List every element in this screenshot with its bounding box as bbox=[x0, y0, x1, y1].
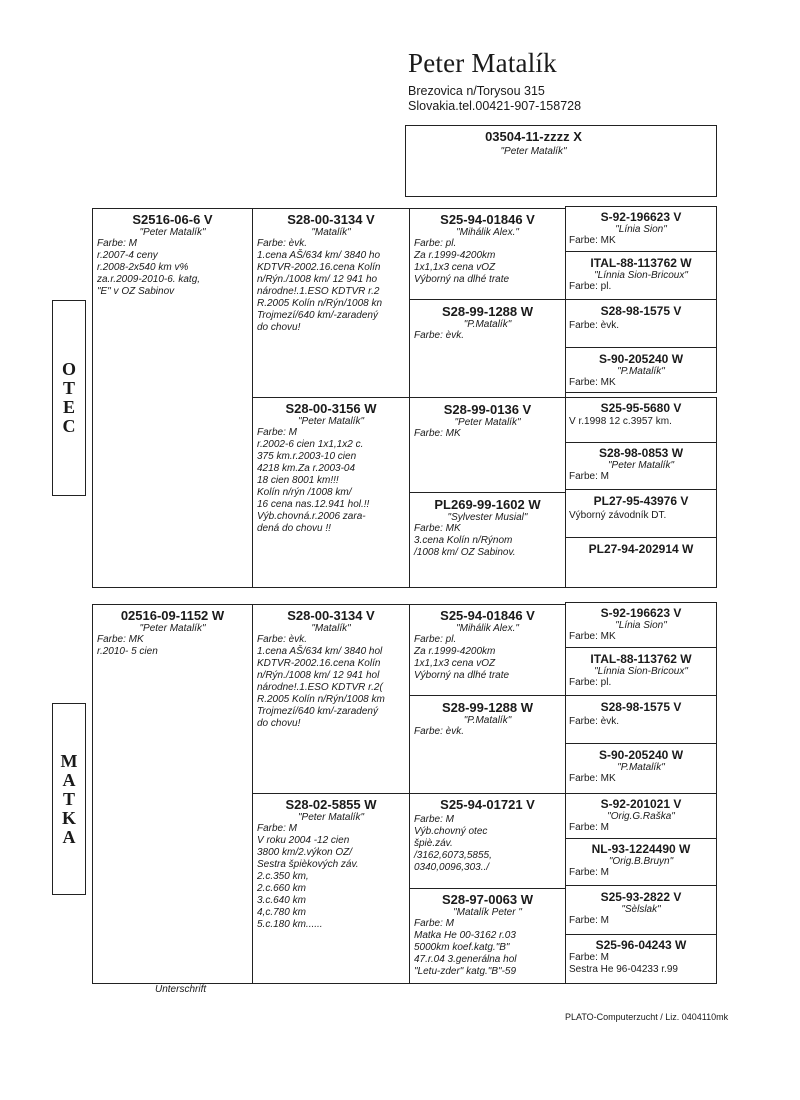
matka-label bbox=[52, 703, 86, 895]
color: Farbe: M bbox=[569, 952, 610, 963]
mother-dam-dam-card bbox=[409, 888, 566, 984]
ring: S25-93-2822 V bbox=[600, 890, 682, 904]
note-line: 1.cena AŠ/634 km/ 3840 hol bbox=[257, 646, 383, 657]
mother-dam-owner: "Peter Matalík" bbox=[297, 812, 364, 823]
note-line: "E" v OZ Sabinov bbox=[97, 286, 175, 297]
note-line: R.2005 Kolín n/Rýn/1008 km bbox=[257, 694, 385, 705]
note-line: Trojmezí/640 km/-zaradený bbox=[257, 310, 378, 321]
note-line: Farbe: pl. bbox=[414, 238, 457, 249]
breeder-name: Peter Matalík bbox=[408, 48, 557, 78]
ring: S28-99-1288 W bbox=[441, 700, 534, 715]
color: Farbe: pl. bbox=[569, 677, 612, 688]
note-line: 0340,0096,303../ bbox=[414, 862, 490, 873]
ring: S25-96-04243 W bbox=[595, 938, 687, 952]
g4-card bbox=[565, 695, 717, 744]
note-line: Farbe: MK bbox=[414, 428, 461, 439]
note-line: Farbe: M bbox=[257, 427, 298, 438]
ring: S25-94-01846 V bbox=[440, 608, 535, 623]
mother-ring: 02516-09-1152 W bbox=[120, 608, 225, 623]
note-line: 2.c.660 km bbox=[257, 883, 306, 894]
note-line: /3162,6073,5855, bbox=[414, 850, 492, 861]
mother-sire-dam-card bbox=[409, 695, 566, 794]
color: Farbe: pl. bbox=[569, 281, 612, 292]
g4-card bbox=[565, 347, 717, 393]
note-line: 375 km.r.2003-10 cien bbox=[257, 451, 357, 462]
note-line: do chovu! bbox=[257, 322, 301, 333]
notes bbox=[410, 428, 565, 440]
ring: S25-95-5680 V bbox=[600, 401, 682, 415]
note-line: Výb.chovná.r.2006 zara- bbox=[257, 511, 366, 522]
note-line: 3800 km/2.výkon OZ/ bbox=[257, 847, 353, 858]
father-dam-notes bbox=[253, 427, 409, 535]
note-line: Matka He 00-3162 r.03 bbox=[414, 930, 516, 941]
note-line: Výborný na dlhé trate bbox=[414, 670, 510, 681]
note-line: 4218 km.Za r.2003-04 bbox=[257, 463, 356, 474]
note-line: KDTVR-2002.16.cena Kolín bbox=[257, 658, 381, 669]
subject-box bbox=[405, 125, 717, 197]
note-line: 16 cena nas.12.941 hol.!! bbox=[257, 499, 370, 510]
ring: S-92-201021 V bbox=[600, 797, 682, 811]
ring: S28-99-1288 W bbox=[441, 304, 534, 319]
note-line: /1008 km/ OZ Sabinov. bbox=[414, 547, 516, 558]
note-line: 5000km koef.katg."B" bbox=[414, 942, 510, 953]
owner: "Línnia Sion-Bricoux" bbox=[594, 666, 688, 677]
color: Výborný závodník DT. bbox=[569, 510, 667, 521]
ring: S-90-205240 W bbox=[598, 748, 684, 762]
notes bbox=[410, 523, 565, 559]
owner: "P.Matalík" bbox=[617, 762, 665, 773]
g4-card bbox=[565, 442, 717, 490]
owner: "Mihálik Alex." bbox=[456, 227, 519, 238]
note-line: "Letu-zder" katg."B"-59 bbox=[414, 966, 517, 977]
note-line: Farbe: M bbox=[414, 918, 455, 929]
g4-card bbox=[565, 537, 717, 588]
note-line: Za r.1999-4200km bbox=[414, 646, 496, 657]
note-line: 3.cena Kolín n/Rýnom bbox=[414, 535, 513, 546]
note-line: Farbe: MK bbox=[414, 523, 461, 534]
note-line: Farbe: èvk. bbox=[257, 634, 308, 645]
father-sire-sire-card bbox=[409, 208, 566, 300]
color: Farbe: MK bbox=[569, 631, 616, 642]
note-line: Farbe: M bbox=[97, 238, 138, 249]
father-dam-ring: S28-00-3156 W bbox=[285, 401, 377, 416]
note-line: Za r.1999-4200km bbox=[414, 250, 496, 261]
note-line: Výborný na dlhé trate bbox=[414, 274, 510, 285]
ring: S-92-196623 V bbox=[600, 606, 682, 620]
ring: S28-99-0136 V bbox=[443, 402, 532, 417]
note-line: n/Rýn./1008 km/ 12 941 ho bbox=[257, 274, 378, 285]
father-dam-card bbox=[252, 397, 410, 588]
owner: "Línnia Sion-Bricoux" bbox=[594, 270, 688, 281]
note-line: Sestra špièkových záv. bbox=[257, 859, 359, 870]
otec-letter: E bbox=[62, 397, 75, 417]
owner: "Matalík Peter " bbox=[453, 907, 522, 918]
ring: NL-93-1224490 W bbox=[591, 842, 691, 856]
matka-letter: A bbox=[62, 769, 76, 790]
g4-card bbox=[565, 299, 717, 348]
father-sire-card bbox=[252, 208, 410, 398]
owner: "Orig.B.Bruyn" bbox=[608, 856, 674, 867]
note-line: 18 cien 8001 km!!! bbox=[257, 475, 339, 486]
note-line: KDTVR-2002.16.cena Kolín bbox=[257, 262, 381, 273]
g4-card bbox=[565, 838, 717, 886]
owner: "P.Matalík" bbox=[463, 715, 512, 726]
owner: "Sylvester Musial" bbox=[447, 512, 528, 523]
ring: S28-98-0853 W bbox=[598, 446, 684, 460]
color: Farbe: M bbox=[569, 471, 610, 482]
note-line: Farbe: M bbox=[257, 823, 298, 834]
notes bbox=[410, 238, 565, 286]
father-dam-owner: "Peter Matalík" bbox=[297, 416, 364, 427]
ring: S28-98-1575 V bbox=[600, 304, 682, 318]
note-line: národne!.1.ESO KDTVR r.2( bbox=[257, 682, 383, 693]
note-line: V roku 2004 -12 cien bbox=[257, 835, 350, 846]
father-notes bbox=[93, 238, 252, 298]
subject-owner: "Peter Matalík" bbox=[500, 146, 567, 157]
note-line: r.2007-4 ceny bbox=[97, 250, 158, 261]
note-line: Farbe: MK bbox=[97, 634, 144, 645]
color: Farbe: MK bbox=[569, 773, 616, 784]
g4-card bbox=[565, 602, 717, 648]
note-line: r.2002-6 cien 1x1,1x2 c. bbox=[257, 439, 364, 450]
father-sire-owner: "Matalík" bbox=[311, 227, 351, 238]
notes bbox=[410, 330, 565, 342]
g4-card bbox=[565, 397, 717, 443]
g4-card bbox=[565, 206, 717, 252]
color: Farbe: èvk. bbox=[569, 320, 620, 331]
mother-dam-sire-card bbox=[409, 793, 566, 889]
ring: PL27-95-43976 V bbox=[593, 494, 689, 508]
color: V r.1998 12 c.3957 km. bbox=[569, 416, 672, 427]
g4-card bbox=[565, 934, 717, 984]
ring: S28-98-1575 V bbox=[600, 700, 682, 714]
note-line: do chovu! bbox=[257, 718, 301, 729]
breeder-phone: Slovakia.tel.00421-907-158728 bbox=[408, 99, 582, 113]
father-dam-sire-card bbox=[409, 397, 566, 493]
note-line: Kolín n/rýn /1008 km/ bbox=[257, 487, 352, 498]
g4-card bbox=[565, 743, 717, 794]
note-line: dená do chovu !! bbox=[257, 523, 331, 534]
mother-dam-card bbox=[252, 793, 410, 984]
father-card bbox=[92, 208, 253, 588]
note-line: Farbe: èvk. bbox=[414, 726, 465, 737]
g4-card bbox=[565, 251, 717, 300]
owner: "Línia Sion" bbox=[615, 224, 667, 235]
note-line: špiè.záv. bbox=[414, 838, 453, 849]
note-line: n/Rýn./1008 km/ 12 941 hol bbox=[257, 670, 380, 681]
ring: S28-97-0063 W bbox=[441, 892, 534, 907]
subject-ring: 03504-11-zzzz X bbox=[485, 129, 582, 144]
father-dam-dam-card bbox=[409, 492, 566, 588]
father-sire-ring: S28-00-3134 V bbox=[287, 212, 375, 227]
otec-letter: C bbox=[62, 416, 76, 436]
owner: "P.Matalík" bbox=[617, 366, 665, 377]
color: Farbe: M bbox=[569, 822, 610, 833]
note-line: 47.r.04 3.generálna hol bbox=[414, 954, 517, 965]
breeder-address: Brezovica n/Torysou 315 bbox=[408, 84, 545, 98]
color: Farbe: èvk. bbox=[569, 716, 620, 727]
ring: S-92-196623 V bbox=[600, 210, 682, 224]
note-line: Farbe: èvk. bbox=[257, 238, 308, 249]
note-line: 1x1,1x3 cena vOZ bbox=[414, 262, 496, 273]
owner: "Orig.G.Raška" bbox=[607, 811, 675, 822]
otec-letter: O bbox=[61, 359, 76, 379]
mother-dam-ring: S28-02-5855 W bbox=[285, 797, 377, 812]
note-line: 2.c.350 km, bbox=[257, 871, 309, 882]
note-line: za.r.2009-2010-6. katg, bbox=[97, 274, 201, 285]
mother-owner: "Peter Matalík" bbox=[139, 623, 206, 634]
note-line: Farbe: M bbox=[414, 814, 455, 825]
note-line: Farbe: pl. bbox=[414, 634, 457, 645]
father-ring: S2516-06-6 V bbox=[132, 212, 213, 227]
note-line: 1x1,1x3 cena vOZ bbox=[414, 658, 496, 669]
mother-dam-notes bbox=[253, 823, 409, 931]
matka-letter: K bbox=[61, 807, 76, 828]
owner: "Peter Matalík" bbox=[607, 460, 674, 471]
ring: ITAL-88-113762 W bbox=[590, 256, 692, 270]
mother-sire-owner: "Matalík" bbox=[311, 623, 351, 634]
matka-letter: A bbox=[62, 826, 76, 847]
ring: PL27-94-202914 W bbox=[588, 542, 694, 556]
father-sire-notes bbox=[253, 238, 409, 334]
mother-sire-sire-card bbox=[409, 604, 566, 696]
mother-card bbox=[92, 604, 253, 984]
otec-letter: T bbox=[62, 378, 75, 398]
note-line: R.2005 Kolín n/Rýn/1008 kn bbox=[257, 298, 383, 309]
note-line: 4,c.780 km bbox=[257, 907, 306, 918]
notes bbox=[410, 726, 565, 738]
note-line: Trojmezí/640 km/-zaradený bbox=[257, 706, 378, 717]
owner: "Línia Sion" bbox=[615, 620, 667, 631]
ring: S25-94-01846 V bbox=[440, 212, 535, 227]
owner: "P.Matalík" bbox=[463, 319, 512, 330]
father-owner: "Peter Matalík" bbox=[139, 227, 206, 238]
color: Farbe: M bbox=[569, 867, 610, 878]
g4-card bbox=[565, 489, 717, 538]
note-line: Farbe: èvk. bbox=[414, 330, 465, 341]
note-line: 3.c.640 km bbox=[257, 895, 306, 906]
color: Farbe: MK bbox=[569, 235, 616, 246]
owner: "Sèlslak" bbox=[621, 904, 661, 915]
notes bbox=[410, 634, 565, 682]
mother-sire-notes bbox=[253, 634, 409, 730]
g4-card bbox=[565, 885, 717, 935]
ring: ITAL-88-113762 W bbox=[590, 652, 692, 666]
extra: Sestra He 96-04233 r.99 bbox=[569, 964, 678, 975]
mother-sire-card bbox=[252, 604, 410, 794]
matka-letter: T bbox=[62, 788, 75, 809]
signature-label: Unterschrift bbox=[155, 984, 207, 995]
note-line: 5.c.180 km...... bbox=[257, 919, 323, 930]
matka-letter: M bbox=[60, 750, 78, 771]
note-line: 1.cena AŠ/634 km/ 3840 ho bbox=[257, 250, 381, 261]
owner: "Mihálik Alex." bbox=[456, 623, 519, 634]
note-line: r.2008-2x540 km v% bbox=[97, 262, 189, 273]
color: Farbe: MK bbox=[569, 377, 616, 388]
note-line: r.2010- 5 cien bbox=[97, 646, 158, 657]
otec-label bbox=[52, 300, 86, 496]
color: Farbe: M bbox=[569, 915, 610, 926]
g4-card bbox=[565, 793, 717, 839]
ring: PL269-99-1602 W bbox=[434, 497, 541, 512]
ring: S-90-205240 W bbox=[598, 352, 684, 366]
mother-notes bbox=[93, 634, 252, 658]
notes bbox=[410, 814, 565, 874]
father-sire-dam-card bbox=[409, 299, 566, 398]
note-line: národne!.1.ESO KDTVR r.2 bbox=[257, 286, 380, 297]
software-credit: PLATO-Computerzucht / Liz. 0404110mk bbox=[565, 1012, 729, 1022]
owner: "Peter Matalík" bbox=[454, 417, 521, 428]
mother-sire-ring: S28-00-3134 V bbox=[287, 608, 375, 623]
ring: S25-94-01721 V bbox=[440, 797, 535, 812]
g4-card bbox=[565, 647, 717, 696]
notes bbox=[410, 918, 565, 978]
note-line: Výb.chovný otec bbox=[414, 826, 488, 837]
